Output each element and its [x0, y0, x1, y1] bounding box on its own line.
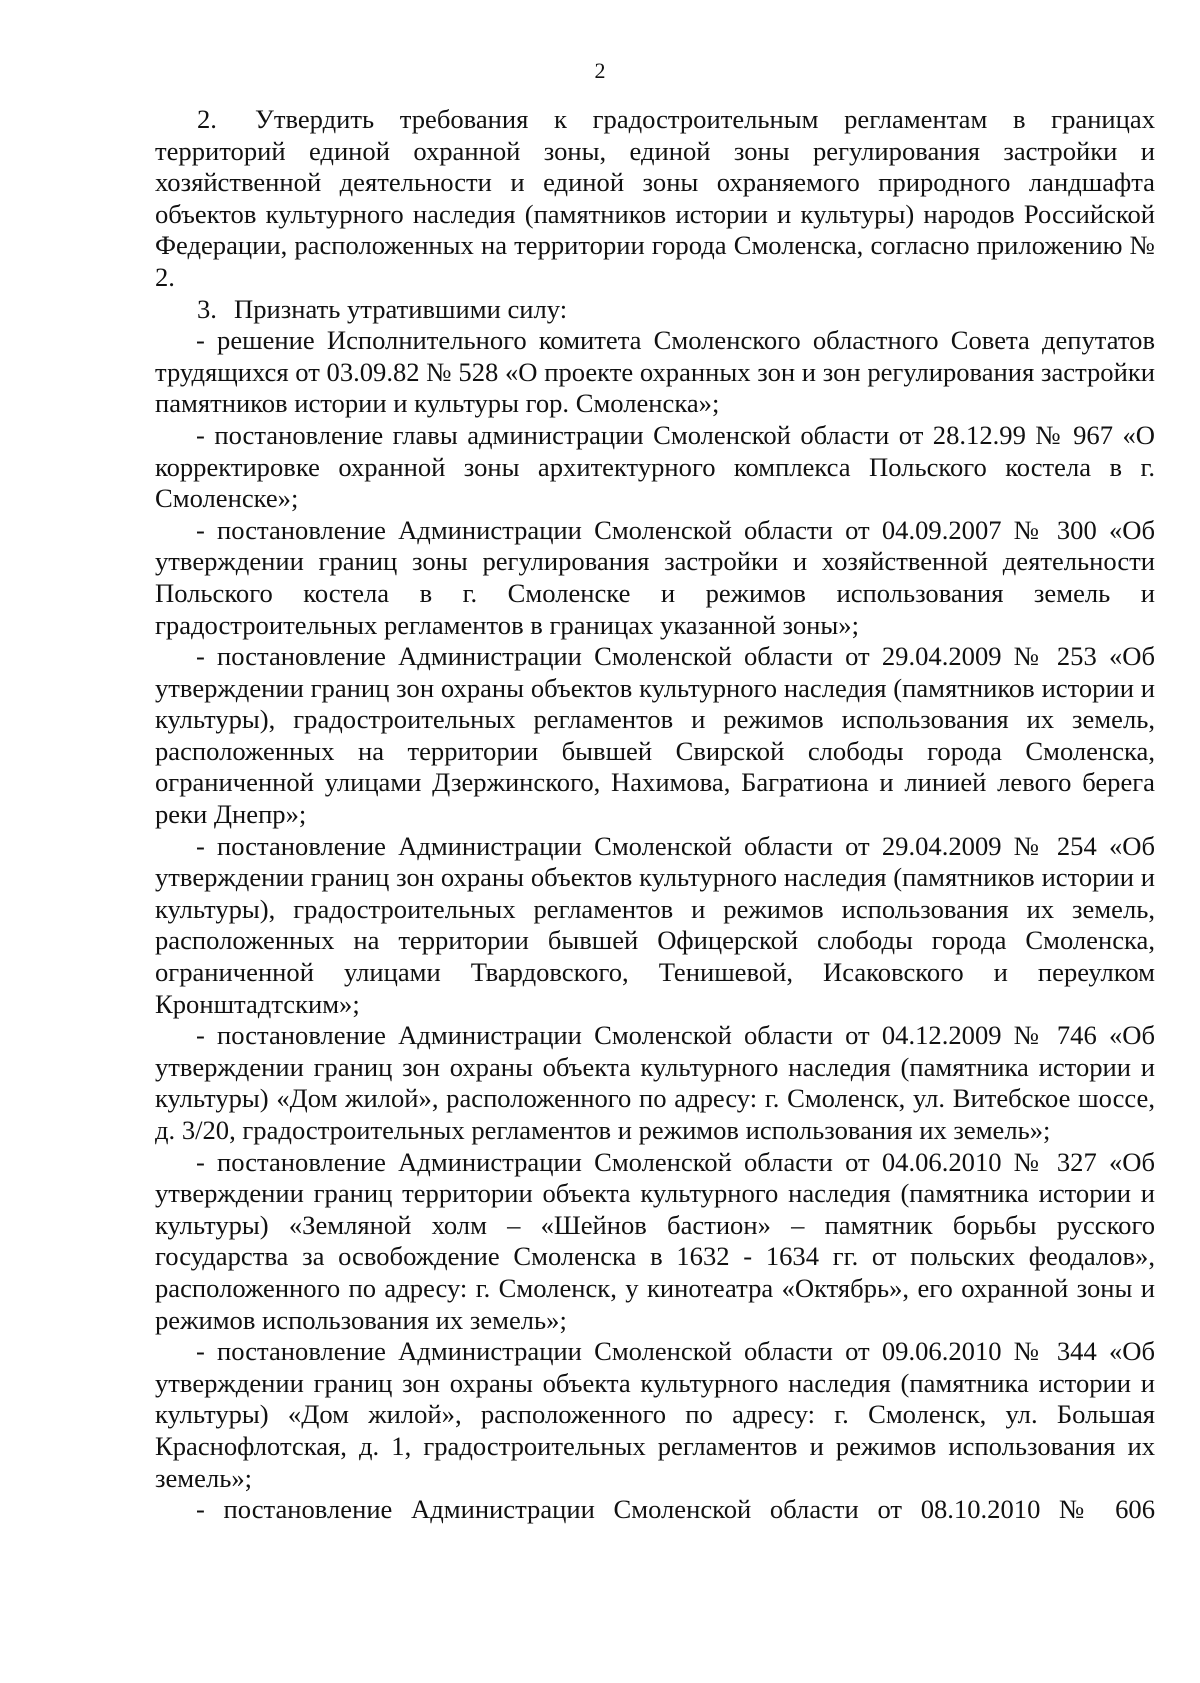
list-item: - постановление Администрации Смоленской области от 29.04.2009 № 253 «Об утверждении границ зон охраны объектов культурного наследия (памятников истории и культуры), градостроительных регламентов и режимов использования их земель, расположенных на территории бывшей Свирской слободы города Смоленска, ограниченной улицами Дзержинского, Нахимова, Багратиона и линией левого берега реки Днепр»;: [155, 641, 1155, 830]
list-item: - постановление Администрации Смоленской области от 29.04.2009 № 254 «Об утверждении границ зон охраны объектов культурного наследия (памятников истории и культуры), градостроительных регламентов и режимов использования их земель, расположенных на территории бывшей Офицерской слободы города Смоленска, ограниченной улицами Твардовского, Тенишевой, Исаковского и переулком Кронштадтским»;: [155, 830, 1155, 1019]
list-item: - постановление Администрации Смоленской области от 08.10.2010 № 606: [196, 1494, 1155, 1525]
document-body: [155, 104, 1155, 1526]
paragraph-3-number: 3.: [197, 293, 217, 324]
list-item: - постановление главы администрации Смоленской области от 28.12.99 № 967 «О корректировке охранной зоны архитектурного комплекса Польского костела в г. Смоленске»;: [155, 419, 1155, 514]
page-number: 2: [594, 58, 606, 83]
paragraph-2-number: 2.: [197, 104, 217, 134]
paragraph-2: [155, 104, 1155, 294]
list-item: - решение Исполнительного комитета Смоленского областного Совета депутатов трудящихся от 03.09.82 № 528 «О проекте охранных зон и зон регулирования застройки памятников истории и культуры гор. Смоленска»;: [155, 325, 1155, 419]
list-item: - постановление Администрации Смоленской области от 04.12.2009 № 746 «Об утверждении границ зон охраны объекта культурного наследия (памятника истории и культуры) «Дом жилой», расположенного по адресу: г. Смоленск, ул. Витебское шоссе, д. 3/20, градостроительных регламентов и режимов использования их земель»;: [155, 1020, 1155, 1145]
paragraph-2-text: Утвердить требования к градостроительным регламентам в границах территорий единой охранной зоны, единой зоны регулирования застройки и хозяйственной деятельности и единой зоны охраняемого природного ландшафта объектов культурного наследия (памятников истории и культуры) народов Российской Федерации, расположенных на территории города Смоленска, согласно приложению № 2.: [155, 104, 1155, 292]
paragraph-3: [155, 294, 1155, 326]
list-item: - постановление Администрации Смоленской области от 09.06.2010 № 344 «Об утверждении границ зон охраны объекта культурного наследия (памятника истории и культуры) «Дом жилой», расположенного по адресу: г. Смоленск, ул. Большая Краснофлотская, д. 1, градостроительных регламентов и режимов использования их земель»;: [155, 1336, 1155, 1493]
list-item: - постановление Администрации Смоленской области от 04.06.2010 № 327 «Об утверждении границ территории объекта культурного наследия (памятника истории и культуры) «Земляной холм – «Шейнов бастион» – памятник борьбы русского государства за освобождение Смоленска в 1632 - 1634 гг. от польских феодалов», расположенного по адресу: г. Смоленск, у кинотеатра «Октябрь», его охранной зоны и режимов использования их земель»;: [155, 1146, 1155, 1335]
list-item: - постановление Администрации Смоленской области от 04.09.2007 № 300 «Об утверждении границ зоны регулирования застройки и хозяйственной деятельности Польского костела в г. Смоленске и режимов использования земель и градостроительных регламентов в границах указанной зоны»;: [155, 514, 1155, 640]
paragraph-3-text: Признать утратившими силу:: [234, 293, 568, 324]
